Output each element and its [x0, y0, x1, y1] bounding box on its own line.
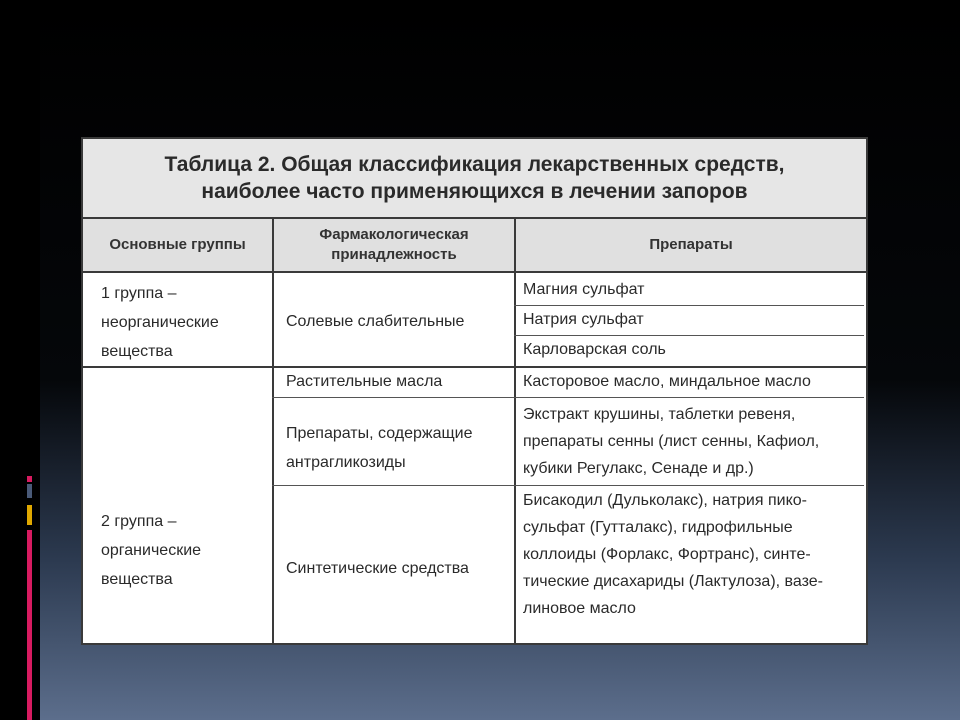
header-main-groups: Основные группы: [83, 219, 272, 273]
group2-row2-pharm: Препараты, содержащие антрагликозиды: [286, 425, 473, 471]
accent-stripe-slate: [27, 484, 32, 498]
table-title: [83, 139, 866, 219]
col-divider-1: [272, 219, 274, 645]
accent-stripe-pink-top: [27, 476, 32, 482]
table-grid: [83, 219, 866, 645]
table-title-line2: наиболее часто применяющихся в лечении запоров: [201, 180, 748, 203]
table-title-line1: Таблица 2. Общая классификация лекарственных средств,: [164, 153, 785, 176]
group2-row3-pharm: Синтетические средства: [286, 560, 469, 577]
group2-label: 2 группа – органические вещества: [101, 513, 202, 588]
group2-row-divider-2: [272, 485, 864, 486]
group2-row-divider-1: [272, 397, 864, 398]
header-pharm-group: Фармакологическая принадлежность: [274, 219, 514, 273]
classification-table: [81, 137, 868, 645]
group1-drug-3: Карловарская соль: [523, 341, 666, 358]
group1-label: 1 группа – неорганические вещества: [101, 285, 219, 360]
group2-row1-drugs: Касторовое масло, миндальное масло: [523, 373, 811, 390]
header-drugs: Препараты: [516, 219, 866, 273]
group1-drug-2: Натрия сульфат: [523, 311, 644, 328]
group1-pharm: Солевые слабительные: [286, 313, 465, 330]
group2-row3-drugs: Бисакодил (Дульколакс), натрия пико- сульфат (Гутталакс), гидрофильные коллоиды (Форлакс, Фортранс), синте- тические дисахариды (Лактулоза), вазе- линовое масло: [523, 492, 823, 617]
accent-stripe-gold: [27, 505, 32, 525]
left-border: [0, 0, 40, 720]
group2-row2-drugs: Экстракт крушины, таблетки ревеня, препараты сенны (лист сенны, Кафиол, кубики Регулакс, Сенаде и др.): [523, 406, 820, 477]
group2-row1-pharm: Растительные масла: [286, 373, 443, 390]
group1-drug-1: Магния сульфат: [523, 281, 645, 298]
accent-stripe-pink: [27, 530, 32, 720]
col-divider-2: [514, 219, 516, 645]
